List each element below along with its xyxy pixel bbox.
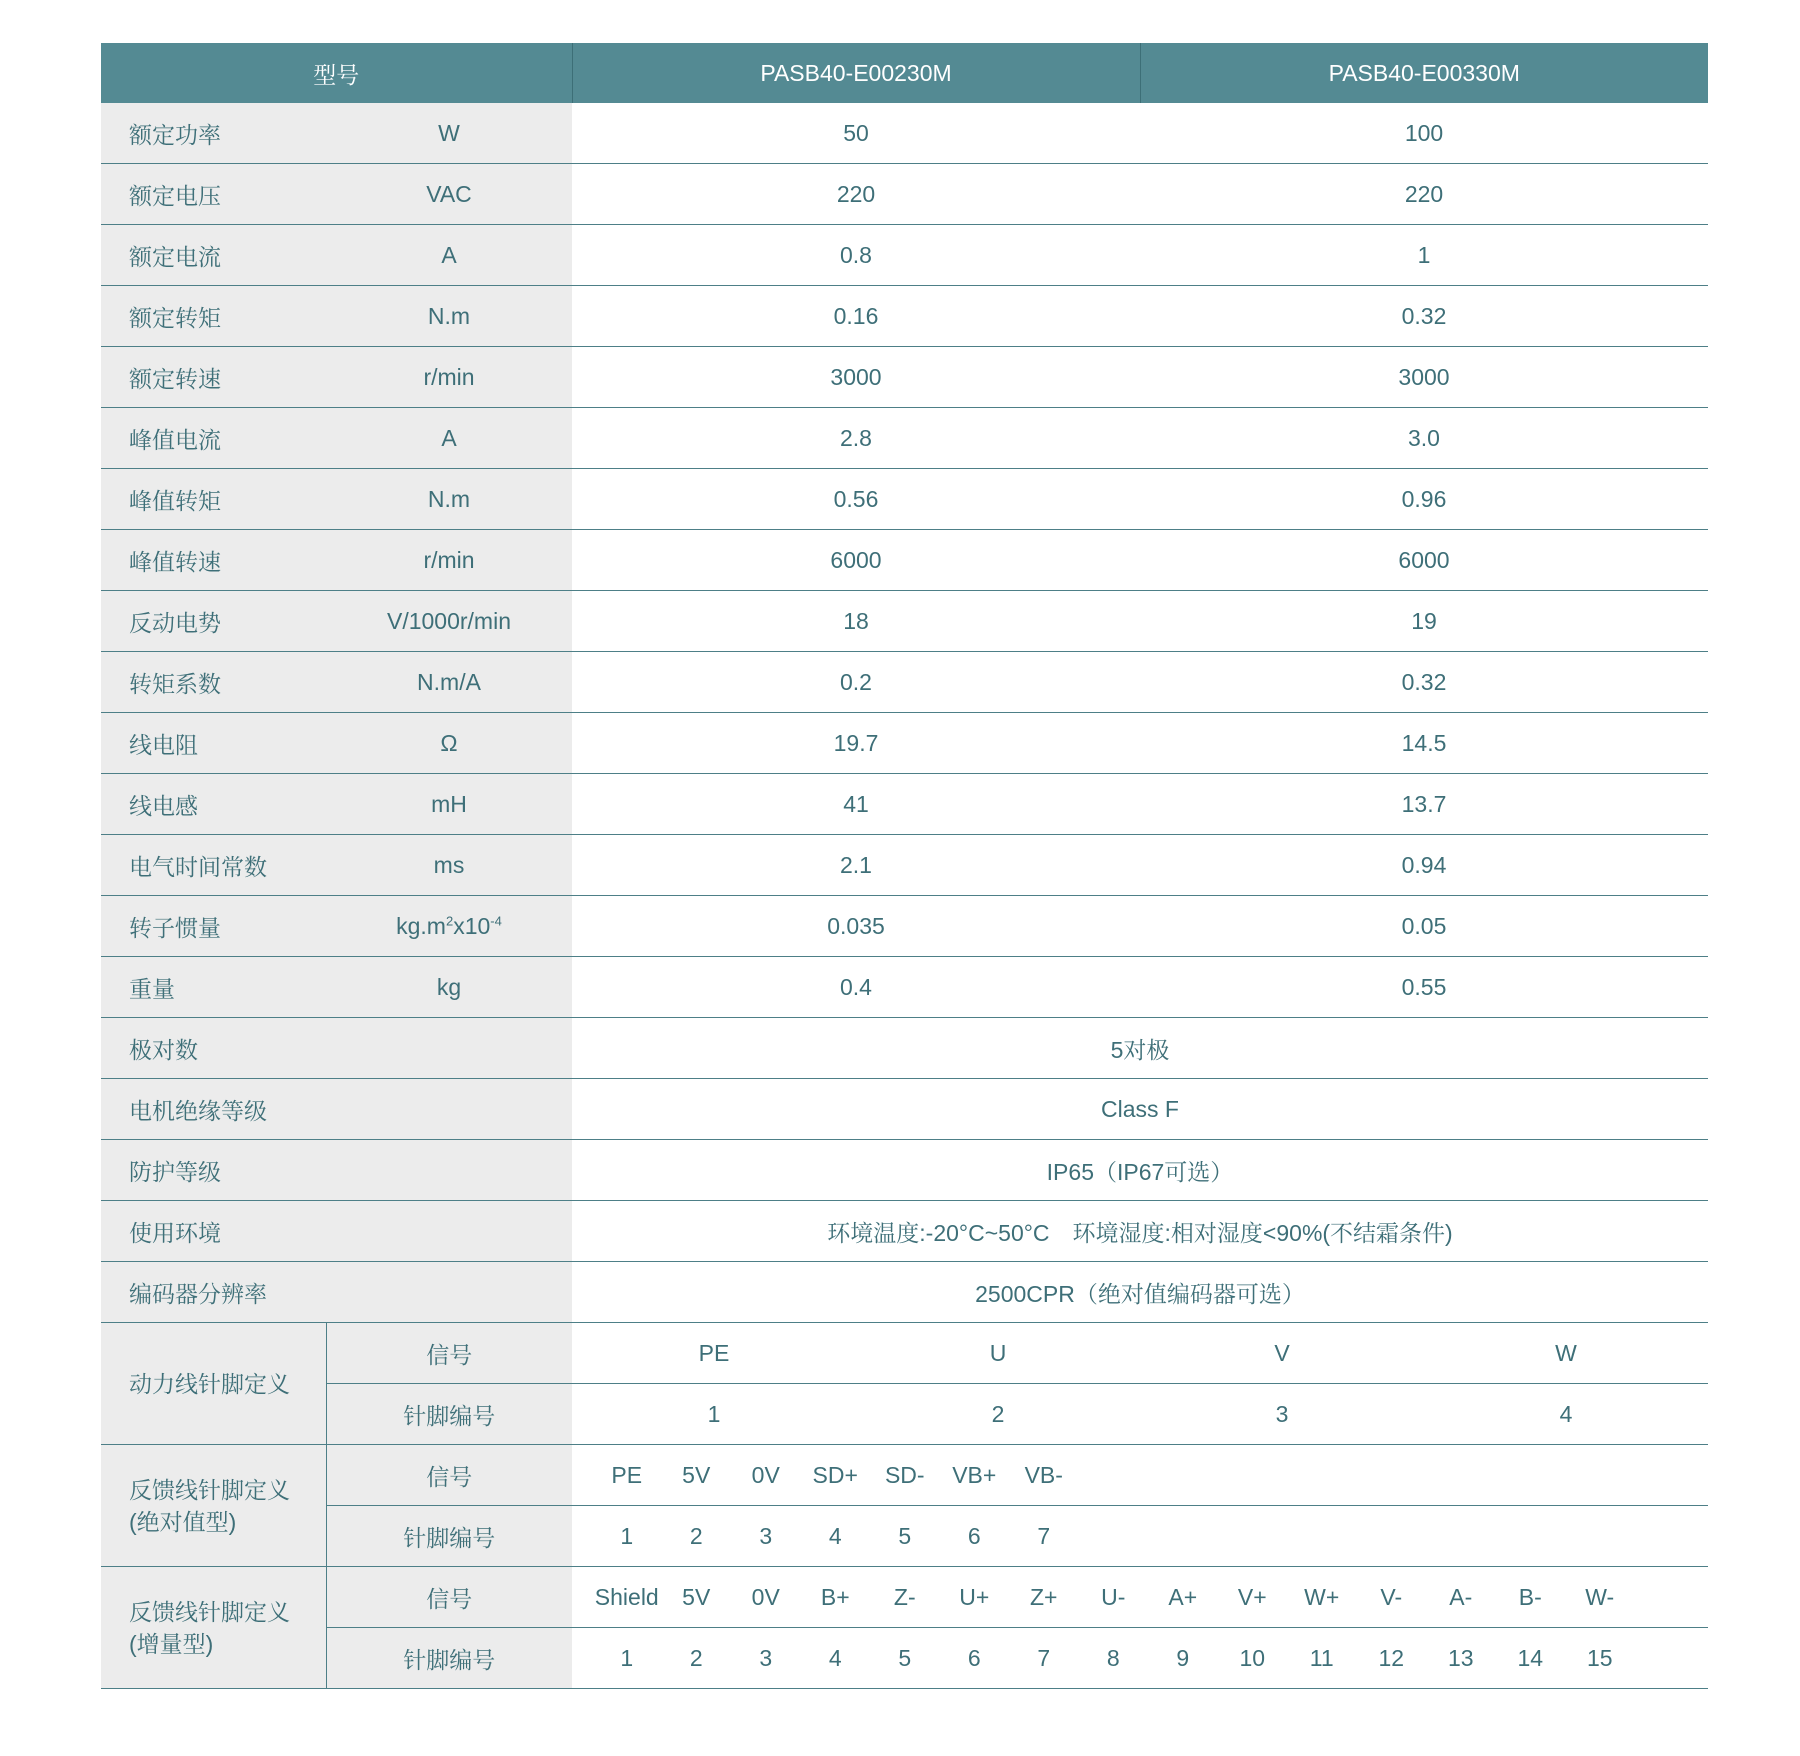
param-unit: A (326, 408, 572, 469)
pin-signal: W (1555, 1339, 1577, 1366)
pin-signal: 0V (751, 1461, 780, 1488)
pin-number: 7 (1037, 1644, 1051, 1671)
shared-value: Class F (572, 1079, 1708, 1140)
pin-number: 13 (1447, 1644, 1474, 1671)
pin-number: 4 (828, 1644, 842, 1671)
model-2-value: 100 (1140, 103, 1708, 164)
pin-signal: SD- (884, 1461, 925, 1488)
pin-number: 3 (759, 1644, 773, 1671)
table-row (101, 591, 1708, 652)
feedback-inc-pin-row (101, 1628, 1708, 1689)
pin-number: 2 (991, 1400, 1005, 1427)
param-label: 转子惯量 (101, 896, 326, 957)
param-unit: W (326, 103, 572, 164)
model-2-value: 220 (1140, 164, 1708, 225)
pin-number: 2 (689, 1644, 703, 1671)
table-row (101, 896, 1708, 957)
pin-number: 2 (689, 1522, 703, 1549)
model-2-value: 1 (1140, 225, 1708, 286)
model-2-value: 0.32 (1140, 286, 1708, 347)
param-label: 重量 (101, 957, 326, 1018)
table-row (101, 286, 1708, 347)
shared-value: IP65（IP67可选） (572, 1140, 1708, 1201)
param-unit: V/1000r/min (326, 591, 572, 652)
pin-number: 7 (1037, 1522, 1051, 1549)
merged-row (101, 1018, 1708, 1079)
model-2-value: 0.55 (1140, 957, 1708, 1018)
model-2-value: 0.94 (1140, 835, 1708, 896)
param-label: 额定转矩 (101, 286, 326, 347)
table-row (101, 408, 1708, 469)
feedback-inc-signal-row (101, 1567, 1708, 1628)
merged-row (101, 1079, 1708, 1140)
model-1-value: 0.4 (572, 957, 1140, 1018)
shared-value: 2500CPR（绝对值编码器可选） (572, 1262, 1708, 1323)
model-1-value: 0.2 (572, 652, 1140, 713)
model-1-value: 19.7 (572, 713, 1140, 774)
model-2-value: 0.32 (1140, 652, 1708, 713)
pin-signal: 5V (682, 1583, 711, 1610)
pin-number: 15 (1586, 1644, 1613, 1671)
pin-number: 1 (620, 1644, 634, 1671)
model-1-value: 2.8 (572, 408, 1140, 469)
param-label: 编码器分辨率 (101, 1262, 572, 1323)
pin-number-label: 针脚编号 (326, 1506, 572, 1567)
param-unit: N.m (326, 286, 572, 347)
model-2-value: 14.5 (1140, 713, 1708, 774)
pin-signal: V (1274, 1339, 1290, 1366)
signal-label: 信号 (326, 1445, 572, 1506)
param-label: 线电阻 (101, 713, 326, 774)
model-1-value: 41 (572, 774, 1140, 835)
model-1-value: 2.1 (572, 835, 1140, 896)
table-row (101, 103, 1708, 164)
pin-signal: A- (1449, 1583, 1473, 1610)
table-row (101, 652, 1708, 713)
model-1-value: 50 (572, 103, 1140, 164)
pin-signal: U (989, 1339, 1007, 1366)
param-label: 反动电势 (101, 591, 326, 652)
power-signals (572, 1323, 1708, 1384)
pin-number: 1 (620, 1522, 634, 1549)
pin-number: 11 (1309, 1644, 1334, 1671)
pin-number: 14 (1517, 1644, 1544, 1671)
pin-number: 6 (967, 1644, 981, 1671)
unit-base: kg.m (396, 912, 446, 939)
model-1-value: 18 (572, 591, 1140, 652)
model-2-value: 0.05 (1140, 896, 1708, 957)
table-row (101, 164, 1708, 225)
table-row (101, 530, 1708, 591)
feedback-inc-signals (572, 1567, 1708, 1628)
model-2-value: 3000 (1140, 347, 1708, 408)
model-2-value: 13.7 (1140, 774, 1708, 835)
pin-number: 10 (1239, 1644, 1266, 1671)
pin-number: 6 (967, 1522, 981, 1549)
model-2-header: PASB40-E00330M (1140, 43, 1708, 103)
param-label: 电机绝缘等级 (101, 1079, 572, 1140)
pin-signal: PE (698, 1339, 730, 1366)
param-label: 额定转速 (101, 347, 326, 408)
param-unit: r/min (326, 347, 572, 408)
pin-number: 8 (1106, 1644, 1120, 1671)
merged-row (101, 1201, 1708, 1262)
pin-signal: V- (1380, 1583, 1403, 1610)
param-unit: VAC (326, 164, 572, 225)
param-label: 线电感 (101, 774, 326, 835)
pin-number: 4 (1559, 1400, 1573, 1427)
model-2-value: 3.0 (1140, 408, 1708, 469)
pin-signal: V+ (1237, 1583, 1267, 1610)
pin-number: 3 (759, 1522, 773, 1549)
group-line-2: (绝对值型) (129, 1508, 237, 1535)
pin-number-label: 针脚编号 (326, 1628, 572, 1689)
pin-signal: Z- (893, 1583, 916, 1610)
param-unit: Ω (326, 713, 572, 774)
table-row (101, 225, 1708, 286)
table-row (101, 957, 1708, 1018)
header-row (101, 43, 1708, 103)
feedback-abs-signals (572, 1445, 1708, 1506)
unit-sup-power: -4 (490, 912, 502, 928)
pin-signal: W- (1585, 1583, 1615, 1610)
pin-signal: U- (1101, 1583, 1126, 1610)
model-1-value: 6000 (572, 530, 1140, 591)
merged-row (101, 1262, 1708, 1323)
model-2-value: 6000 (1140, 530, 1708, 591)
pin-signal: 0V (751, 1583, 780, 1610)
power-pin-group-label: 动力线针脚定义 (101, 1323, 326, 1445)
signal-label: 信号 (326, 1323, 572, 1384)
pin-signal: Shield (594, 1583, 659, 1610)
model-1-value: 3000 (572, 347, 1140, 408)
unit-multiplier: x10 (453, 912, 491, 939)
power-pins (572, 1384, 1708, 1445)
param-unit (326, 896, 572, 957)
spec-table (101, 43, 1708, 1689)
model-header-label: 型号 (101, 43, 572, 103)
pin-signal: PE (611, 1461, 643, 1488)
model-1-value: 0.8 (572, 225, 1140, 286)
param-label: 极对数 (101, 1018, 572, 1079)
param-label: 防护等级 (101, 1140, 572, 1201)
group-line-2: (增量型) (129, 1630, 214, 1657)
pin-signal: U+ (959, 1583, 990, 1610)
pin-signal: B+ (820, 1583, 850, 1610)
power-signal-row (101, 1323, 1708, 1384)
feedback-inc-pins (572, 1628, 1708, 1689)
model-1-value: 0.16 (572, 286, 1140, 347)
model-1-value: 220 (572, 164, 1140, 225)
pin-signal: B- (1518, 1583, 1542, 1610)
pin-signal: VB+ (952, 1461, 997, 1488)
table-row (101, 713, 1708, 774)
param-label: 额定电压 (101, 164, 326, 225)
pin-number: 3 (1275, 1400, 1289, 1427)
pin-signal: VB- (1024, 1461, 1063, 1488)
param-label: 转矩系数 (101, 652, 326, 713)
table-row (101, 347, 1708, 408)
param-label: 峰值转速 (101, 530, 326, 591)
table-row (101, 469, 1708, 530)
pin-signal: Z+ (1030, 1583, 1058, 1610)
param-unit: kg (326, 957, 572, 1018)
group-line-1: 反馈线针脚定义 (129, 1598, 290, 1625)
param-label: 峰值转矩 (101, 469, 326, 530)
param-label: 电气时间常数 (101, 835, 326, 896)
group-line-1: 反馈线针脚定义 (129, 1476, 290, 1503)
pin-number: 12 (1378, 1644, 1405, 1671)
pin-number: 1 (707, 1400, 721, 1427)
pin-signal: SD+ (812, 1461, 858, 1488)
param-label: 额定电流 (101, 225, 326, 286)
table-row (101, 835, 1708, 896)
power-pin-row (101, 1384, 1708, 1445)
unit-sup-exponent: 2 (445, 912, 454, 928)
pin-signal: A+ (1168, 1583, 1198, 1610)
param-label: 峰值电流 (101, 408, 326, 469)
param-unit: ms (326, 835, 572, 896)
model-2-value: 0.96 (1140, 469, 1708, 530)
pin-number: 9 (1176, 1644, 1190, 1671)
param-unit: N.m/A (326, 652, 572, 713)
param-unit: r/min (326, 530, 572, 591)
param-label: 额定功率 (101, 103, 326, 164)
pin-signal: W+ (1304, 1583, 1340, 1610)
model-2-value: 19 (1140, 591, 1708, 652)
pin-signal: 5V (682, 1461, 711, 1488)
feedback-abs-signal-row (101, 1445, 1708, 1506)
param-unit: mH (326, 774, 572, 835)
signal-label: 信号 (326, 1567, 572, 1628)
table-row (101, 774, 1708, 835)
param-label: 使用环境 (101, 1201, 572, 1262)
param-unit: N.m (326, 469, 572, 530)
feedback-inc-group-label (101, 1567, 326, 1689)
feedback-abs-pins (572, 1506, 1708, 1567)
pin-number: 5 (898, 1522, 912, 1549)
model-1-value: 0.035 (572, 896, 1140, 957)
pin-number: 4 (828, 1522, 842, 1549)
feedback-abs-pin-row (101, 1506, 1708, 1567)
model-1-value: 0.56 (572, 469, 1140, 530)
shared-value: 5对极 (572, 1018, 1708, 1079)
param-unit: A (326, 225, 572, 286)
feedback-abs-group-label (101, 1445, 326, 1567)
pin-number-label: 针脚编号 (326, 1384, 572, 1445)
shared-value: 环境温度:-20°C~50°C 环境湿度:相对湿度<90%(不结霜条件) (572, 1201, 1708, 1262)
pin-number: 5 (898, 1644, 912, 1671)
merged-row (101, 1140, 1708, 1201)
model-1-header: PASB40-E00230M (572, 43, 1140, 103)
